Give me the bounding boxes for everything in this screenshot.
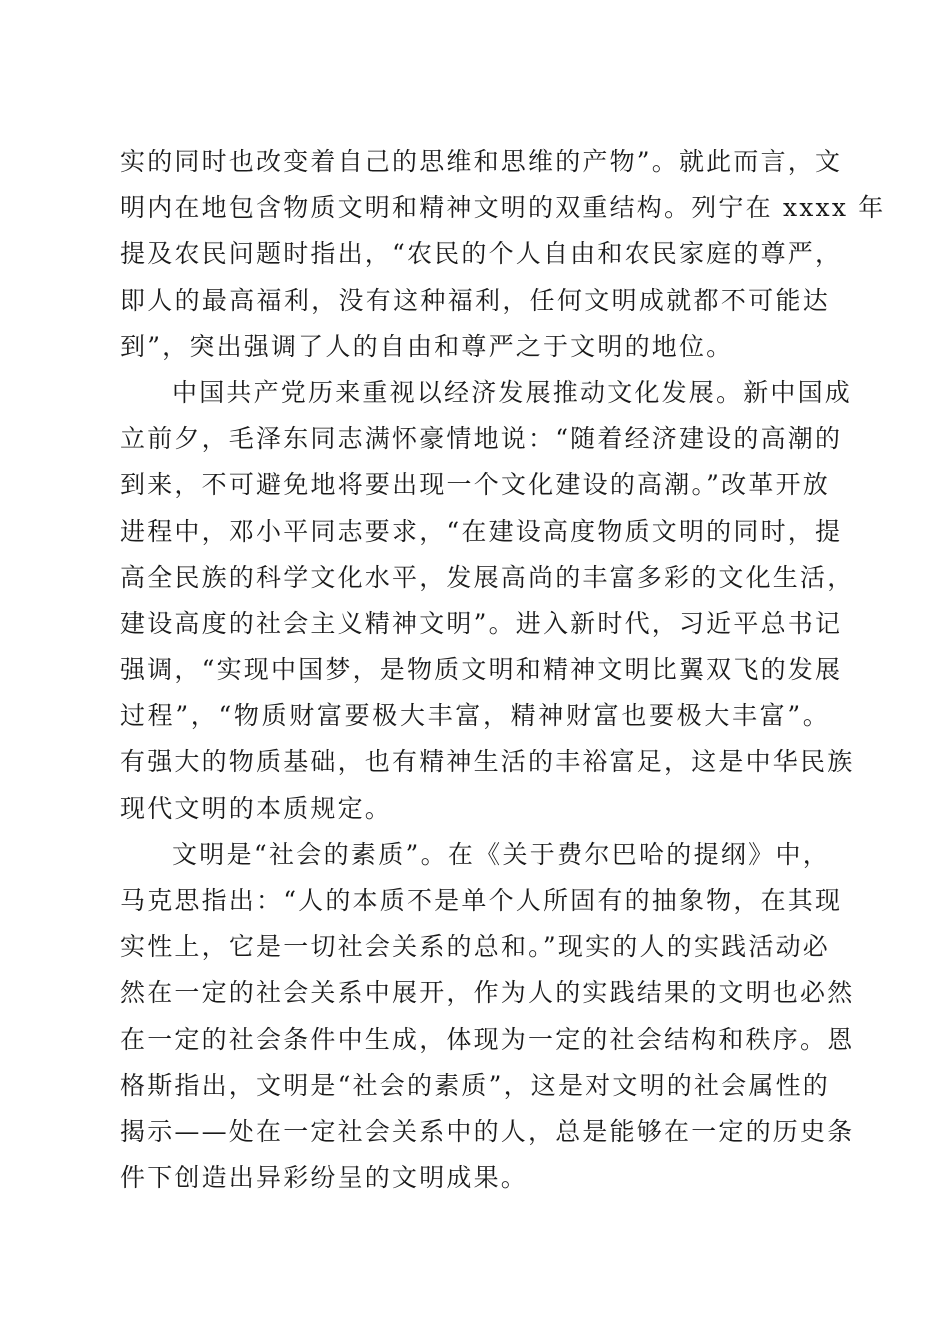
paragraph-3 — [120, 832, 855, 1202]
body-text — [120, 139, 886, 1201]
text-line: 到来，不可避免地将要出现一个文化建设的高潮。”改革开放 — [120, 470, 830, 500]
text-line: 即人的最高福利，没有这种福利，任何文明成就都不可能达 — [120, 285, 830, 315]
text-line: 马克思指出：“人的本质不是单个人所固有的抽象物，在其现 — [120, 886, 843, 915]
text-line: 进程中，邓小平同志要求，“在建设高度物质文明的同时，提 — [120, 516, 843, 546]
text-line: 件下创造出异彩纷呈的文明成果。 — [120, 1163, 529, 1193]
text-line: 然在一定的社会关系中展开，作为人的实践结果的文明也必然 — [120, 978, 855, 1008]
text-line: 建设高度的社会主义精神文明”。进入新时代，习近平总书记 — [120, 608, 843, 638]
paragraph-1 — [120, 139, 886, 370]
text-line: 提及农民问题时指出，“农民的个人自由和农民家庭的尊严， — [120, 239, 843, 269]
text-line: 实性上，它是一切社会关系的总和。”现实的人的实践活动必 — [120, 932, 830, 962]
text-line: 实的同时也改变着自己的思维和思维的产物”。就此而言，文 — [120, 147, 843, 176]
paragraph-2 — [120, 370, 855, 832]
text-line: 高全民族的科学文化水平，发展高尚的丰富多彩的文化生活， — [120, 562, 855, 592]
text-line: 文明是“社会的素质”。在《关于费尔巴哈的提纲》中， — [172, 839, 830, 869]
text-line: 过程”，“物质财富要极大丰富，精神财富也要极大丰富”。 — [120, 701, 830, 731]
text-line: 到”，突出强调了人的自由和尊严之于文明的地位。 — [120, 331, 734, 361]
text-line: 中国共产党历来重视以经济发展推动文化发展。新中国成 — [172, 377, 853, 407]
text-line: 有强大的物质基础，也有精神生活的丰裕富足，这是中华民族 — [120, 747, 855, 777]
text-line: 立前夕，毛泽东同志满怀豪情地说：“随着经济建设的高潮的 — [120, 424, 843, 454]
text-line: 明内在地包含物质文明和精神文明的双重结构。列宁在 xxxx 年 — [120, 193, 886, 223]
text-line: 在一定的社会条件中生成，体现为一定的社会结构和秩序。恩 — [120, 1024, 855, 1054]
text-line: 强调，“实现中国梦，是物质文明和精神文明比翼双飞的发展 — [120, 655, 843, 685]
text-line: 揭示——处在一定社会关系中的人，总是能够在一定的历史条 — [120, 1116, 855, 1146]
text-line: 现代文明的本质规定。 — [120, 793, 393, 823]
text-line: 格斯指出，文明是“社会的素质”，这是对文明的社会属性的 — [120, 1070, 830, 1100]
